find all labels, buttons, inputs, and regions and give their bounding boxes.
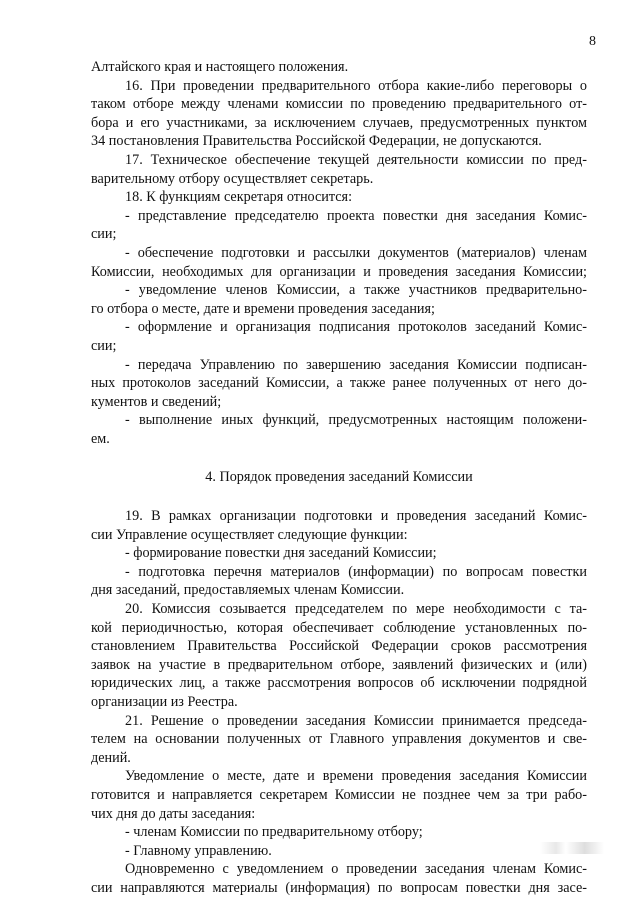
text-line: кой периодичностью, которая обеспечивает соблюдение установленных по- xyxy=(91,619,587,636)
text-line: - выполнение иных функций, предусмотренных настоящим положени- xyxy=(125,412,587,429)
text-line: 34 постановления Правительства Российской Федерации, не допускаются. xyxy=(91,133,542,150)
text-line: 20. Комиссия созывается председателем по мере необходимости с та- xyxy=(125,601,587,618)
text-line: - уведомление членов Комиссии, а также участников предварительно- xyxy=(125,282,587,299)
text-line: 16. При проведении предварительного отбора какие-либо переговоры о xyxy=(125,77,587,94)
text-line: кументов и сведений; xyxy=(91,393,222,410)
scan-artifact xyxy=(540,842,604,854)
text-line: - формирование повестки дня заседаний Комиссии; xyxy=(125,545,437,562)
text-line: Уведомление о месте, дате и времени проведения заседания Комиссии xyxy=(125,768,587,785)
text-line: становлением Правительства Российской Федерации сроков рассмотрения xyxy=(91,638,587,655)
text-line: варительному отбору осуществляет секретарь. xyxy=(91,170,374,187)
text-block-before-heading xyxy=(91,58,587,448)
text-line: организации из Реестра. xyxy=(91,694,238,710)
text-block-after-heading xyxy=(91,507,587,897)
text-line: Комиссии, необходимых для организации и проведения заседания Комиссии; xyxy=(91,263,587,280)
text-line: - оформление и организация подписания протоколов заседаний Комис- xyxy=(125,319,587,336)
text-line: дений. xyxy=(91,749,131,766)
text-line: таком отборе между членами комиссии по проведению предварительного от- xyxy=(91,96,587,113)
text-line: готовится и направляется секретарем Комиссии не позднее чем за три рабо- xyxy=(91,786,587,803)
text-line: сии направляются материалы (информация) по вопросам повестки дня засе- xyxy=(91,879,587,896)
text-line: чих дня до даты заседания: xyxy=(91,805,256,822)
section-heading: 4. Порядок проведения заседаний Комиссии xyxy=(205,469,473,486)
text-line: 19. В рамках организации подготовки и проведения заседаний Комис- xyxy=(125,508,587,525)
text-line: - представление председателю проекта повестки дня заседания Комис- xyxy=(125,207,587,224)
text-line: - передача Управлению по завершению заседания Комиссии подписан- xyxy=(125,356,587,373)
text-line: Одновременно с уведомлением о проведении заседания членам Комис- xyxy=(125,861,587,878)
text-line: - Главному управлению. xyxy=(125,842,272,859)
text-line: бора и его участниками, за исключением случаев, предусмотренных пунктом xyxy=(91,114,587,131)
text-line: заявок на участие в предварительном отборе, заявлений физических и (или) xyxy=(91,656,587,673)
text-line: сии; xyxy=(91,226,117,243)
text-line: дня заседаний, предоставляемых членам Комиссии. xyxy=(91,582,405,599)
text-line: ных протоколов заседаний Комиссии, а также ранее полученных от него до- xyxy=(91,375,587,392)
page-number: 8 xyxy=(589,34,596,49)
text-line: 21. Решение о проведении заседания Комиссии принимается председа- xyxy=(125,712,587,729)
text-line: сии; xyxy=(91,337,117,354)
text-line: телем на основании полученных от Главного управления документов и све- xyxy=(91,731,587,748)
text-line: - обеспечение подготовки и рассылки документов (материалов) членам xyxy=(125,244,587,261)
text-line: го отбора о месте, дате и времени проведения заседания; xyxy=(91,300,435,317)
text-line: ем. xyxy=(91,430,110,447)
text-line: - членам Комиссии по предварительному отбору; xyxy=(125,824,423,841)
text-line: 17. Техническое обеспечение текущей деятельности комиссии по пред- xyxy=(125,151,587,168)
text-line: Алтайского края и настоящего положения. xyxy=(91,59,349,75)
text-line: юридических лиц, а также рассмотрения вопросов об исключении подрядной xyxy=(91,675,587,692)
text-line: - подготовка перечня материалов (информации) по вопросам повестки xyxy=(125,563,587,580)
document-body xyxy=(91,58,587,898)
text-line: 18. К функциям секретаря относится: xyxy=(125,189,353,206)
text-line: сии Управление осуществляет следующие функции: xyxy=(91,526,408,543)
